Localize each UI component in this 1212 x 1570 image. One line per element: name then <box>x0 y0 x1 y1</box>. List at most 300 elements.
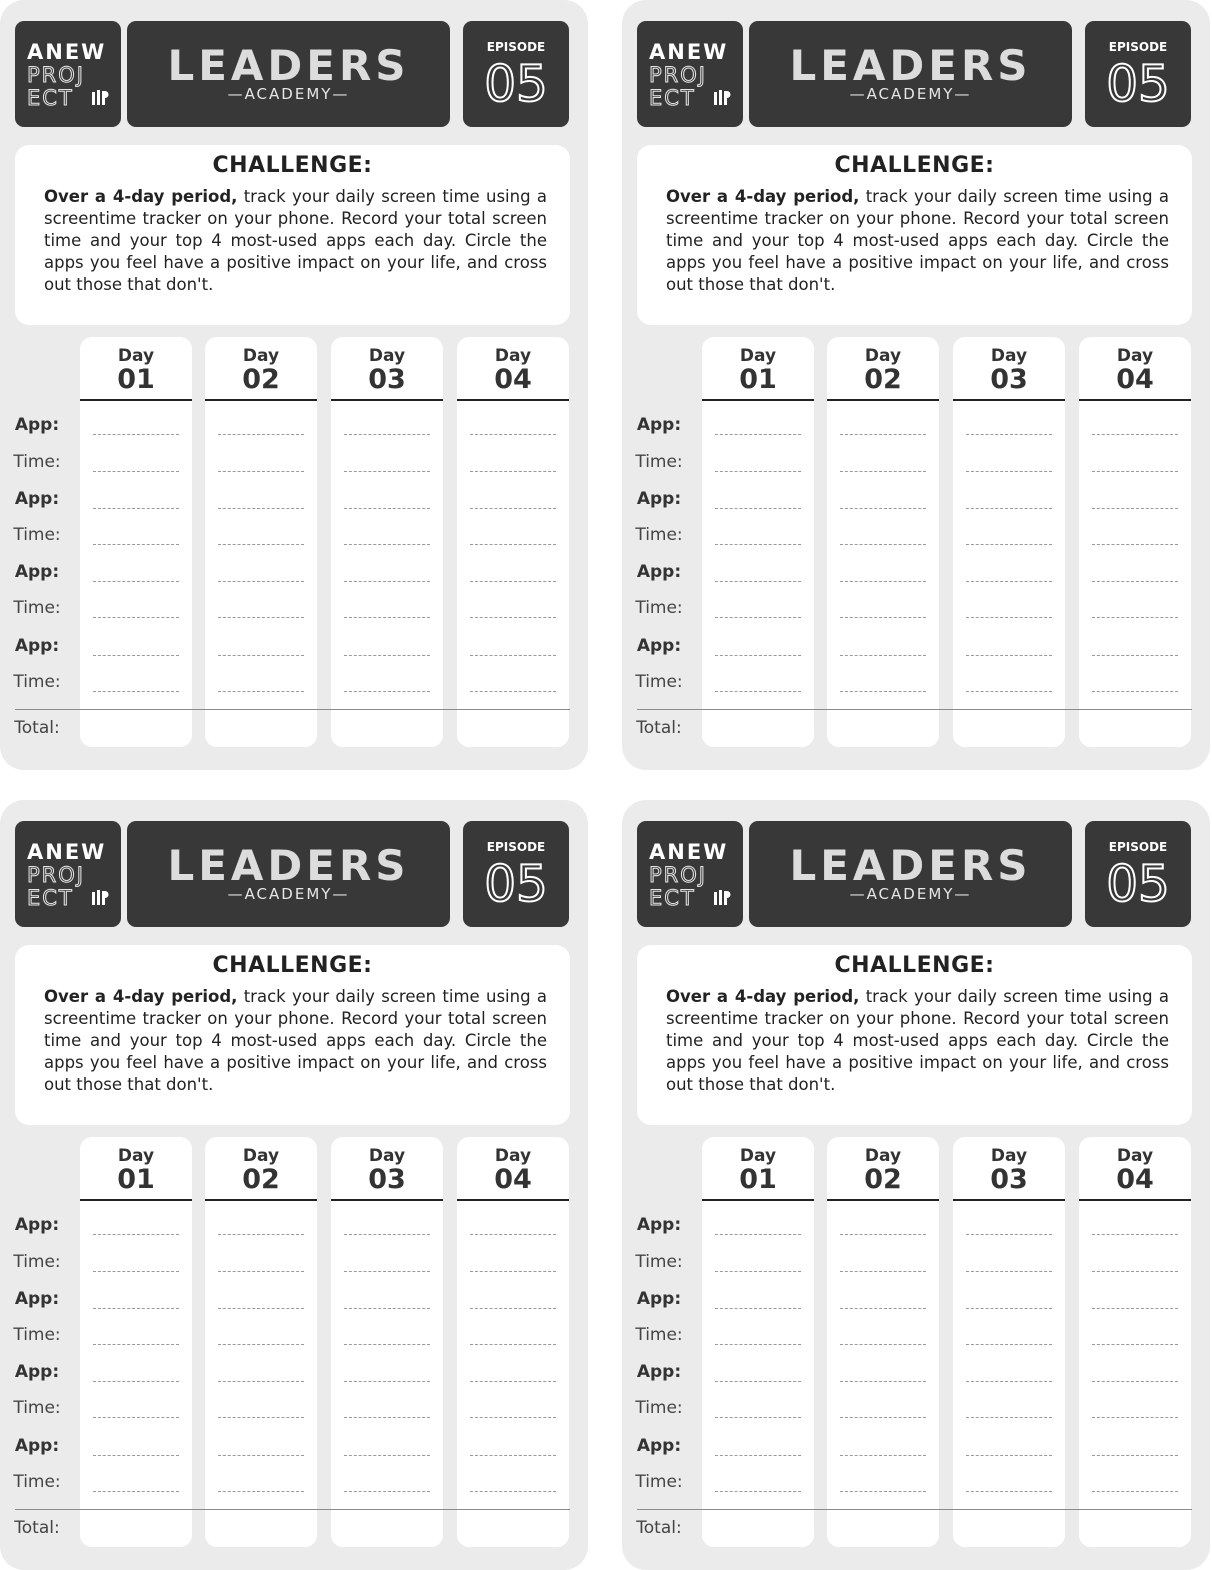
total-divider <box>15 1509 570 1510</box>
app-row-label: App: <box>14 415 60 435</box>
day-header <box>702 1137 814 1201</box>
total-divider <box>637 1509 1192 1510</box>
challenge-heading: CHALLENGE: <box>834 153 995 178</box>
app-entry-line[interactable] <box>218 1234 304 1235</box>
app-entry-line[interactable] <box>93 581 179 582</box>
time-entry-line[interactable] <box>344 691 430 692</box>
time-entry-line[interactable] <box>715 471 801 472</box>
day-column-01 <box>702 337 814 747</box>
app-entry-line[interactable] <box>715 1234 801 1235</box>
app-entry-line[interactable] <box>344 1234 430 1235</box>
app-entry-line[interactable] <box>840 1455 926 1456</box>
app-entry-line[interactable] <box>966 508 1052 509</box>
time-entry-line[interactable] <box>344 1344 430 1345</box>
time-row-label: Time: <box>13 452 61 472</box>
challenge-box <box>15 945 570 1125</box>
time-entry-line[interactable] <box>93 471 179 472</box>
day-column-02 <box>827 1137 939 1547</box>
day-column-04 <box>457 337 569 747</box>
day-word: Day <box>739 1146 777 1166</box>
day-header <box>205 1137 317 1201</box>
app-entry-line[interactable] <box>93 1308 179 1309</box>
card-header <box>0 0 588 140</box>
app-entry-line[interactable] <box>218 434 304 435</box>
app-entry-line[interactable] <box>715 1381 801 1382</box>
brand-line-1: ANEW <box>649 840 729 864</box>
total-label: Total: <box>14 1518 60 1538</box>
day-number: 04 <box>1116 364 1154 395</box>
challenge-lead: Over a 4-day period, <box>44 187 238 206</box>
episode-badge <box>463 821 569 927</box>
challenge-lead: Over a 4-day period, <box>44 987 238 1006</box>
time-entry-line[interactable] <box>218 1271 304 1272</box>
app-entry-line[interactable] <box>218 655 304 656</box>
day-word: Day <box>864 346 902 366</box>
time-entry-line[interactable] <box>218 544 304 545</box>
time-entry-line[interactable] <box>966 691 1052 692</box>
total-divider <box>15 709 570 710</box>
day-word: Day <box>494 1146 532 1166</box>
episode-number: 05 <box>484 855 548 913</box>
time-entry-line[interactable] <box>840 471 926 472</box>
day-word: Day <box>990 1146 1028 1166</box>
day-number: 02 <box>242 1164 280 1195</box>
time-entry-line[interactable] <box>344 617 430 618</box>
app-entry-line[interactable] <box>840 1381 926 1382</box>
app-entry-line[interactable] <box>470 1455 556 1456</box>
title-sub: —ACADEMY— <box>227 885 350 903</box>
day-number: 04 <box>494 364 532 395</box>
day-header <box>953 1137 1065 1201</box>
brand-line-1: ANEW <box>27 840 107 864</box>
day-number: 04 <box>1116 1164 1154 1195</box>
challenge-card-2 <box>622 0 1210 770</box>
time-entry-line[interactable] <box>966 544 1052 545</box>
app-row-label: App: <box>636 1289 682 1309</box>
time-row-label: Time: <box>635 525 683 545</box>
day-header <box>205 337 317 401</box>
app-entry-line[interactable] <box>1092 1234 1178 1235</box>
challenge-box <box>637 945 1192 1125</box>
anew-mark-icon <box>713 90 731 106</box>
anew-mark-icon <box>713 890 731 906</box>
episode-label: EPISODE <box>1108 840 1168 854</box>
brand-line-2: PROJ <box>27 63 85 87</box>
day-header <box>827 1137 939 1201</box>
day-number: 02 <box>242 364 280 395</box>
time-entry-line[interactable] <box>966 1271 1052 1272</box>
day-number: 01 <box>739 1164 777 1195</box>
app-entry-line[interactable] <box>966 581 1052 582</box>
time-entry-line[interactable] <box>470 1271 556 1272</box>
title-sub: —ACADEMY— <box>849 885 972 903</box>
app-entry-line[interactable] <box>344 655 430 656</box>
time-entry-line[interactable] <box>840 1417 926 1418</box>
challenge-heading: CHALLENGE: <box>212 153 373 178</box>
episode-badge <box>1085 21 1191 127</box>
day-column-02 <box>205 337 317 747</box>
time-entry-line[interactable] <box>218 691 304 692</box>
day-column-02 <box>205 1137 317 1547</box>
app-entry-line[interactable] <box>93 655 179 656</box>
time-entry-line[interactable] <box>840 1491 926 1492</box>
total-label: Total: <box>14 718 60 738</box>
app-entry-line[interactable] <box>218 508 304 509</box>
episode-badge <box>1085 821 1191 927</box>
time-entry-line[interactable] <box>470 471 556 472</box>
title-main: LEADERS <box>789 841 1032 890</box>
app-entry-line[interactable] <box>218 1308 304 1309</box>
brand-line-3: ECT <box>649 886 696 910</box>
challenge-body: track your daily screen time using a screentime tracker on your phone. Record your total screen time and your top 4 most-used apps each day. Circle the apps you feel have a positive impact on your life, and cross out those that don't. <box>666 187 1169 294</box>
title-banner <box>127 21 450 127</box>
day-column-01 <box>80 1137 192 1547</box>
day-header <box>331 1137 443 1201</box>
app-row-label: App: <box>14 1215 60 1235</box>
time-entry-line[interactable] <box>966 471 1052 472</box>
day-header <box>80 1137 192 1201</box>
brand-line-2: PROJ <box>649 63 707 87</box>
challenge-card-1 <box>0 0 588 770</box>
challenge-box <box>637 145 1192 325</box>
time-entry-line[interactable] <box>93 1271 179 1272</box>
challenge-body: track your daily screen time using a screentime tracker on your phone. Record your total screen time and your top 4 most-used apps each day. Circle the apps you feel have a positive impact on your life, and cross out those that don't. <box>44 187 547 294</box>
challenge-body: track your daily screen time using a screentime tracker on your phone. Record your total screen time and your top 4 most-used apps each day. Circle the apps you feel have a positive impact on your life, and cross out those that don't. <box>44 987 547 1094</box>
time-row-label: Time: <box>13 598 61 618</box>
time-entry-line[interactable] <box>218 1344 304 1345</box>
app-row-label: App: <box>636 415 682 435</box>
challenge-card-4 <box>622 800 1210 1570</box>
challenge-lead: Over a 4-day period, <box>666 987 860 1006</box>
day-column-03 <box>953 1137 1065 1547</box>
app-entry-line[interactable] <box>966 1455 1052 1456</box>
app-entry-line[interactable] <box>840 655 926 656</box>
app-entry-line[interactable] <box>344 1308 430 1309</box>
time-entry-line[interactable] <box>218 1491 304 1492</box>
episode-label: EPISODE <box>1108 40 1168 54</box>
app-entry-line[interactable] <box>1092 508 1178 509</box>
time-entry-line[interactable] <box>93 617 179 618</box>
time-entry-line[interactable] <box>715 1271 801 1272</box>
time-entry-line[interactable] <box>966 1417 1052 1418</box>
time-entry-line[interactable] <box>344 1271 430 1272</box>
app-entry-line[interactable] <box>715 1455 801 1456</box>
time-row-label: Time: <box>13 1472 61 1492</box>
app-row-label: App: <box>636 1436 682 1456</box>
day-header <box>827 337 939 401</box>
day-header <box>457 1137 569 1201</box>
time-row-label: Time: <box>635 452 683 472</box>
title-main: LEADERS <box>167 41 410 90</box>
episode-label: EPISODE <box>486 40 546 54</box>
day-word: Day <box>494 346 532 366</box>
time-entry-line[interactable] <box>966 617 1052 618</box>
app-entry-line[interactable] <box>840 434 926 435</box>
app-entry-line[interactable] <box>344 434 430 435</box>
time-entry-line[interactable] <box>470 1417 556 1418</box>
day-column-03 <box>953 337 1065 747</box>
day-header <box>1079 337 1191 401</box>
app-entry-line[interactable] <box>840 508 926 509</box>
time-row-label: Time: <box>635 1398 683 1418</box>
day-word: Day <box>117 346 155 366</box>
day-word: Day <box>368 1146 406 1166</box>
time-entry-line[interactable] <box>840 544 926 545</box>
time-row-label: Time: <box>13 1252 61 1272</box>
time-entry-line[interactable] <box>715 544 801 545</box>
anew-mark-icon <box>91 90 109 106</box>
time-row-label: Time: <box>635 598 683 618</box>
challenge-text <box>666 186 1169 296</box>
app-entry-line[interactable] <box>470 1308 556 1309</box>
app-entry-line[interactable] <box>93 1381 179 1382</box>
challenge-lead: Over a 4-day period, <box>666 187 860 206</box>
card-header <box>622 0 1210 140</box>
episode-badge <box>463 21 569 127</box>
day-number: 03 <box>990 1164 1028 1195</box>
time-entry-line[interactable] <box>470 617 556 618</box>
time-entry-line[interactable] <box>966 1491 1052 1492</box>
day-number: 03 <box>368 364 406 395</box>
day-number: 01 <box>117 1164 155 1195</box>
episode-number: 05 <box>1106 855 1170 913</box>
title-sub: —ACADEMY— <box>227 85 350 103</box>
time-entry-line[interactable] <box>93 1491 179 1492</box>
day-header <box>702 337 814 401</box>
app-entry-line[interactable] <box>840 1308 926 1309</box>
day-column-04 <box>1079 1137 1191 1547</box>
title-sub: —ACADEMY— <box>849 85 972 103</box>
time-entry-line[interactable] <box>966 1344 1052 1345</box>
day-word: Day <box>117 1146 155 1166</box>
day-word: Day <box>242 346 280 366</box>
app-entry-line[interactable] <box>715 508 801 509</box>
time-entry-line[interactable] <box>1092 544 1178 545</box>
time-entry-line[interactable] <box>1092 1491 1178 1492</box>
brand-line-3: ECT <box>649 86 696 110</box>
time-row-label: Time: <box>13 672 61 692</box>
app-entry-line[interactable] <box>218 581 304 582</box>
day-number: 02 <box>864 1164 902 1195</box>
app-row-label: App: <box>14 562 60 582</box>
time-entry-line[interactable] <box>1092 1417 1178 1418</box>
challenge-card-3 <box>0 800 588 1570</box>
app-entry-line[interactable] <box>840 1234 926 1235</box>
app-entry-line[interactable] <box>344 1381 430 1382</box>
day-number: 04 <box>494 1164 532 1195</box>
challenge-heading: CHALLENGE: <box>212 953 373 978</box>
challenge-text <box>44 986 547 1096</box>
time-entry-line[interactable] <box>840 1344 926 1345</box>
time-entry-line[interactable] <box>715 1491 801 1492</box>
total-label: Total: <box>636 1518 682 1538</box>
card-header <box>622 800 1210 940</box>
day-header <box>953 337 1065 401</box>
app-entry-line[interactable] <box>715 655 801 656</box>
total-divider <box>637 709 1192 710</box>
time-entry-line[interactable] <box>344 471 430 472</box>
app-row-label: App: <box>14 1436 60 1456</box>
time-entry-line[interactable] <box>715 617 801 618</box>
time-entry-line[interactable] <box>93 691 179 692</box>
time-entry-line[interactable] <box>344 1417 430 1418</box>
episode-label: EPISODE <box>486 840 546 854</box>
app-entry-line[interactable] <box>93 508 179 509</box>
time-row-label: Time: <box>13 525 61 545</box>
day-number: 03 <box>368 1164 406 1195</box>
app-row-label: App: <box>14 489 60 509</box>
day-column-01 <box>702 1137 814 1547</box>
brand-logo <box>15 21 121 127</box>
app-entry-line[interactable] <box>344 581 430 582</box>
time-entry-line[interactable] <box>715 691 801 692</box>
time-entry-line[interactable] <box>840 1271 926 1272</box>
app-entry-line[interactable] <box>966 655 1052 656</box>
app-entry-line[interactable] <box>218 1455 304 1456</box>
day-column-04 <box>1079 337 1191 747</box>
app-entry-line[interactable] <box>470 1234 556 1235</box>
challenge-heading: CHALLENGE: <box>834 953 995 978</box>
app-entry-line[interactable] <box>218 1381 304 1382</box>
time-entry-line[interactable] <box>470 1491 556 1492</box>
card-header <box>0 800 588 940</box>
app-row-label: App: <box>14 1362 60 1382</box>
time-entry-line[interactable] <box>93 544 179 545</box>
day-header <box>80 337 192 401</box>
brand-logo <box>637 821 743 927</box>
time-entry-line[interactable] <box>1092 691 1178 692</box>
time-entry-line[interactable] <box>218 471 304 472</box>
challenge-text <box>44 186 547 296</box>
time-entry-line[interactable] <box>470 544 556 545</box>
brand-line-1: ANEW <box>649 40 729 64</box>
brand-line-3: ECT <box>27 886 74 910</box>
brand-line-3: ECT <box>27 86 74 110</box>
app-entry-line[interactable] <box>93 1455 179 1456</box>
title-banner <box>749 821 1072 927</box>
app-row-label: App: <box>636 489 682 509</box>
time-entry-line[interactable] <box>344 1491 430 1492</box>
day-header <box>457 337 569 401</box>
title-main: LEADERS <box>789 41 1032 90</box>
app-entry-line[interactable] <box>966 1308 1052 1309</box>
time-entry-line[interactable] <box>715 1417 801 1418</box>
app-entry-line[interactable] <box>840 581 926 582</box>
app-entry-line[interactable] <box>1092 434 1178 435</box>
app-entry-line[interactable] <box>966 1234 1052 1235</box>
app-entry-line[interactable] <box>1092 655 1178 656</box>
episode-number: 05 <box>484 55 548 113</box>
time-row-label: Time: <box>635 1252 683 1272</box>
app-entry-line[interactable] <box>470 508 556 509</box>
time-entry-line[interactable] <box>715 1344 801 1345</box>
day-word: Day <box>739 346 777 366</box>
day-word: Day <box>242 1146 280 1166</box>
app-entry-line[interactable] <box>344 508 430 509</box>
brand-logo <box>637 21 743 127</box>
title-main: LEADERS <box>167 841 410 890</box>
time-entry-line[interactable] <box>840 617 926 618</box>
app-entry-line[interactable] <box>470 655 556 656</box>
time-entry-line[interactable] <box>840 691 926 692</box>
app-entry-line[interactable] <box>715 581 801 582</box>
app-entry-line[interactable] <box>966 434 1052 435</box>
time-row-label: Time: <box>13 1398 61 1418</box>
app-entry-line[interactable] <box>93 434 179 435</box>
day-column-04 <box>457 1137 569 1547</box>
day-number: 01 <box>117 364 155 395</box>
day-number: 01 <box>739 364 777 395</box>
app-row-label: App: <box>14 1289 60 1309</box>
app-entry-line[interactable] <box>470 434 556 435</box>
app-entry-line[interactable] <box>1092 1381 1178 1382</box>
day-column-03 <box>331 1137 443 1547</box>
time-entry-line[interactable] <box>93 1417 179 1418</box>
app-entry-line[interactable] <box>93 1234 179 1235</box>
time-row-label: Time: <box>13 1325 61 1345</box>
day-word: Day <box>864 1146 902 1166</box>
time-row-label: Time: <box>635 1472 683 1492</box>
total-label: Total: <box>636 718 682 738</box>
app-entry-line[interactable] <box>470 581 556 582</box>
title-banner <box>127 821 450 927</box>
brand-line-2: PROJ <box>649 863 707 887</box>
challenge-body: track your daily screen time using a screentime tracker on your phone. Record your total screen time and your top 4 most-used apps each day. Circle the apps you feel have a positive impact on your life, and cross out those that don't. <box>666 987 1169 1094</box>
day-column-01 <box>80 337 192 747</box>
time-entry-line[interactable] <box>93 1344 179 1345</box>
time-entry-line[interactable] <box>470 1344 556 1345</box>
time-entry-line[interactable] <box>1092 471 1178 472</box>
app-row-label: App: <box>636 562 682 582</box>
app-row-label: App: <box>636 1215 682 1235</box>
brand-line-2: PROJ <box>27 863 85 887</box>
day-column-02 <box>827 337 939 747</box>
title-banner <box>749 21 1072 127</box>
app-entry-line[interactable] <box>470 1381 556 1382</box>
time-entry-line[interactable] <box>1092 617 1178 618</box>
time-entry-line[interactable] <box>470 691 556 692</box>
app-entry-line[interactable] <box>344 1455 430 1456</box>
day-header <box>331 337 443 401</box>
challenge-text <box>666 986 1169 1096</box>
brand-line-1: ANEW <box>27 40 107 64</box>
time-entry-line[interactable] <box>1092 1271 1178 1272</box>
time-entry-line[interactable] <box>344 544 430 545</box>
app-entry-line[interactable] <box>1092 1455 1178 1456</box>
app-row-label: App: <box>14 636 60 656</box>
app-entry-line[interactable] <box>715 1308 801 1309</box>
day-header <box>1079 1137 1191 1201</box>
app-entry-line[interactable] <box>966 1381 1052 1382</box>
day-number: 02 <box>864 364 902 395</box>
day-word: Day <box>990 346 1028 366</box>
app-entry-line[interactable] <box>715 434 801 435</box>
app-row-label: App: <box>636 636 682 656</box>
app-entry-line[interactable] <box>1092 581 1178 582</box>
day-number: 03 <box>990 364 1028 395</box>
time-entry-line[interactable] <box>1092 1344 1178 1345</box>
time-row-label: Time: <box>635 1325 683 1345</box>
brand-logo <box>15 821 121 927</box>
day-column-03 <box>331 337 443 747</box>
day-word: Day <box>368 346 406 366</box>
time-entry-line[interactable] <box>218 1417 304 1418</box>
anew-mark-icon <box>91 890 109 906</box>
app-entry-line[interactable] <box>1092 1308 1178 1309</box>
app-row-label: App: <box>636 1362 682 1382</box>
time-row-label: Time: <box>635 672 683 692</box>
time-entry-line[interactable] <box>218 617 304 618</box>
